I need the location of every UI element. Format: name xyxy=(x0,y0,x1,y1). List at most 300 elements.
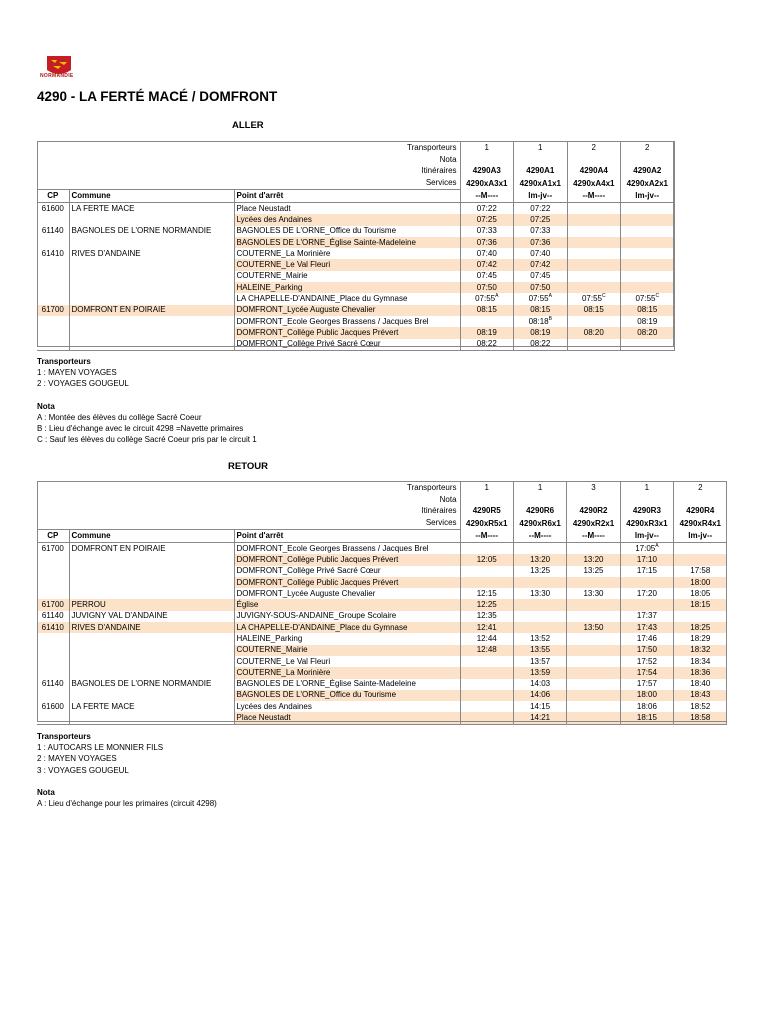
retour-header-transporteurs-col-4: 1 xyxy=(620,482,673,494)
time-value: 17:54 xyxy=(636,667,657,677)
stop-name-cell: DOMFRONT_Lycée Auguste Chevalier xyxy=(234,305,460,316)
aller-transporteur-1: 1 : MAYEN VOYAGES xyxy=(37,368,117,378)
time-cell xyxy=(620,667,673,678)
time-cell xyxy=(514,214,568,225)
cp-cell: 61600 xyxy=(37,701,69,712)
time-cell xyxy=(674,701,727,712)
cp-cell xyxy=(37,259,69,270)
time-cell xyxy=(460,226,514,237)
aller-header-transporteurs-col-4: 2 xyxy=(621,142,675,154)
time-cell xyxy=(460,712,513,724)
commune-cell: LA FERTE MACE xyxy=(69,701,234,712)
time-value: 17:20 xyxy=(636,588,657,598)
retour-header-row-transporteurs xyxy=(37,482,727,494)
time-cell xyxy=(513,712,566,724)
commune-cell: RIVES D'ANDAINE xyxy=(69,622,234,633)
time-cell xyxy=(513,633,566,644)
time-cell xyxy=(620,622,673,633)
time-cell xyxy=(513,690,566,701)
time-cell xyxy=(460,293,514,304)
retour-stop-row xyxy=(37,712,727,724)
aller-header-row-services xyxy=(37,177,674,189)
time-cell xyxy=(567,599,620,610)
nota-marker: A xyxy=(655,542,659,549)
retour-header-itineraires-col-5: 4290R4 xyxy=(674,506,727,518)
time-cell xyxy=(567,712,620,724)
aller-header-row-transporteurs xyxy=(37,142,674,154)
commune-cell xyxy=(69,259,234,270)
time-value: 08:15 xyxy=(583,305,604,315)
cp-cell xyxy=(37,271,69,282)
time-cell xyxy=(513,577,566,588)
time-cell xyxy=(513,679,566,690)
retour-header-jours-col-1: --M---- xyxy=(460,530,513,543)
time-cell xyxy=(460,611,513,622)
retour-header-row-nota xyxy=(37,494,727,506)
cp-cell: 61410 xyxy=(37,248,69,259)
aller-header-row-nota xyxy=(37,154,674,166)
stop-name-cell: DOMFRONT_Collège Public Jacques Prévert xyxy=(234,577,460,588)
time-cell xyxy=(567,566,620,577)
time-cell xyxy=(567,622,620,633)
time-cell xyxy=(674,656,727,667)
time-value: 07:36 xyxy=(476,237,497,247)
retour-stop-row xyxy=(37,656,727,667)
time-value: 18:40 xyxy=(690,679,711,689)
time-cell xyxy=(460,667,513,678)
time-value: 08:19 xyxy=(637,316,658,326)
time-value: 07:40 xyxy=(530,248,551,258)
retour-header-itineraires-col-1: 4290R5 xyxy=(460,506,513,518)
time-value: 12:41 xyxy=(476,622,497,632)
aller-stop-row xyxy=(37,237,674,248)
time-value: 07:22 xyxy=(530,203,551,213)
retour-column-labels-row xyxy=(37,530,727,543)
time-value: 18:32 xyxy=(690,645,711,655)
time-value: 18:29 xyxy=(690,634,711,643)
time-value: 07:55 xyxy=(475,294,496,303)
retour-header-transporteurs-col-5: 2 xyxy=(674,482,727,494)
retour-header-label-services: Services xyxy=(37,517,460,529)
time-value: 13:30 xyxy=(583,588,604,598)
time-value: 08:15 xyxy=(476,305,497,315)
time-value: 17:05 xyxy=(635,543,656,553)
nota-marker: C xyxy=(655,293,660,299)
nota-marker: B xyxy=(548,315,552,322)
time-value: 08:15 xyxy=(637,305,658,315)
time-cell xyxy=(460,656,513,667)
time-cell xyxy=(460,554,513,565)
retour-stop-row xyxy=(37,577,727,588)
time-cell xyxy=(674,633,727,644)
time-value: 07:45 xyxy=(530,271,551,281)
time-cell xyxy=(514,237,568,248)
commune-cell: BAGNOLES DE L'ORNE NORMANDIE xyxy=(69,679,234,690)
time-value: 18:43 xyxy=(690,690,711,700)
time-cell xyxy=(567,679,620,690)
time-value: 12:25 xyxy=(476,600,497,610)
aller-stop-row xyxy=(37,271,674,282)
retour-col-label-cp: CP xyxy=(37,530,69,543)
time-cell xyxy=(567,577,620,588)
time-cell xyxy=(674,690,727,701)
time-cell xyxy=(513,599,566,610)
cp-cell xyxy=(37,554,69,565)
time-cell xyxy=(567,645,620,656)
time-value: 18:58 xyxy=(690,713,711,723)
stop-name-cell: DOMFRONT_Lycée Auguste Chevalier xyxy=(234,588,460,599)
aller-header-jours-col-1: --M---- xyxy=(460,190,514,203)
commune-cell: BAGNOLES DE L'ORNE NORMANDIE xyxy=(69,226,234,237)
time-cell xyxy=(674,622,727,633)
time-cell xyxy=(460,305,514,316)
time-value: 18:05 xyxy=(690,588,711,598)
time-value: 18:34 xyxy=(690,656,711,666)
retour-transporteurs-title: Transporteurs xyxy=(37,732,91,741)
time-cell xyxy=(514,248,568,259)
time-cell xyxy=(460,701,513,712)
aller-header-label-services: Services xyxy=(37,177,460,189)
retour-stop-row xyxy=(37,645,727,656)
retour-transporteur-1: 1 : AUTOCARS LE MONNIER FILS xyxy=(37,743,164,753)
aller-nota-a: A : Montée des élèves du collège Sacré Coeur xyxy=(37,412,202,422)
aller-header-itineraires-col-3: 4290A4 xyxy=(567,166,621,178)
aller-stop-row xyxy=(37,339,674,351)
aller-transporteurs-title: Transporteurs xyxy=(37,357,91,366)
cp-cell xyxy=(37,316,69,327)
time-cell xyxy=(460,577,513,588)
retour-header-itineraires-col-3: 4290R2 xyxy=(567,506,620,518)
time-cell xyxy=(567,588,620,599)
commune-cell: LA FERTE MACE xyxy=(69,202,234,214)
cp-cell xyxy=(37,237,69,248)
retour-nota-a: A : Lieu d'échange pour les primaires (circuit 4298) xyxy=(37,799,217,809)
stop-name-cell: BAGNOLES DE L'ORNE_Office du Tourisme xyxy=(234,690,460,701)
time-cell xyxy=(674,588,727,599)
retour-header-jours-col-5: lm-jv-- xyxy=(674,530,727,543)
cp-cell: 61700 xyxy=(37,542,69,554)
stop-name-cell: DOMFRONT_Collège Privé Sacré Cœur xyxy=(234,566,460,577)
time-value: 08:22 xyxy=(476,339,497,349)
time-value: 07:50 xyxy=(530,282,551,292)
commune-cell xyxy=(69,214,234,225)
time-value: 13:25 xyxy=(583,566,604,576)
cp-cell: 61410 xyxy=(37,622,69,633)
commune-cell xyxy=(69,577,234,588)
commune-cell xyxy=(69,293,234,304)
time-cell xyxy=(567,237,621,248)
aller-header-transporteurs-col-1: 1 xyxy=(460,142,514,154)
cp-cell xyxy=(37,339,69,351)
cp-cell xyxy=(37,633,69,644)
commune-cell xyxy=(69,339,234,351)
retour-stop-row xyxy=(37,566,727,577)
time-cell xyxy=(567,554,620,565)
time-value: 08:18 xyxy=(528,316,549,326)
time-cell xyxy=(567,271,621,282)
time-cell xyxy=(621,327,675,338)
time-cell xyxy=(621,305,675,316)
retour-stop-row xyxy=(37,611,727,622)
time-value: 12:35 xyxy=(476,611,497,621)
time-cell xyxy=(460,339,514,351)
retour-header-label-nota: Nota xyxy=(37,494,460,506)
time-value: 12:05 xyxy=(476,554,497,564)
time-value: 13:57 xyxy=(530,656,551,666)
stop-name-cell: DOMFRONT_Collège Privé Sacré Cœur xyxy=(234,339,460,351)
aller-header-label-transporteurs: Transporteurs xyxy=(37,142,460,154)
retour-stop-row xyxy=(37,690,727,701)
retour-header-row-services xyxy=(37,517,727,529)
time-cell xyxy=(513,645,566,656)
time-cell xyxy=(514,282,568,293)
time-cell xyxy=(514,339,568,351)
stop-name-cell: JUVIGNY-SOUS-ANDAINE_Groupe Scolaire xyxy=(234,611,460,622)
time-value: 18:00 xyxy=(690,577,711,587)
commune-cell: RIVES D'ANDAINE xyxy=(69,248,234,259)
stop-name-cell: COUTERNE_Mairie xyxy=(234,271,460,282)
time-cell xyxy=(674,679,727,690)
aller-transporteur-2: 2 : VOYAGES GOUGEUL xyxy=(37,379,129,389)
commune-cell xyxy=(69,690,234,701)
commune-cell: PERROU xyxy=(69,599,234,610)
time-cell xyxy=(621,293,675,304)
time-cell xyxy=(621,237,675,248)
cp-cell xyxy=(37,667,69,678)
time-cell xyxy=(514,305,568,316)
time-cell xyxy=(513,611,566,622)
retour-stop-row xyxy=(37,554,727,565)
aller-stop-row xyxy=(37,202,674,214)
aller-header-nota-col-4 xyxy=(621,154,675,166)
aller-stop-row xyxy=(37,259,674,270)
time-cell xyxy=(567,542,620,554)
aller-stop-row xyxy=(37,316,674,327)
time-value: 17:46 xyxy=(636,634,657,643)
time-value: 17:58 xyxy=(690,566,711,576)
aller-nota-title: Nota xyxy=(37,401,55,411)
time-cell xyxy=(567,248,621,259)
commune-cell xyxy=(69,566,234,577)
cp-cell xyxy=(37,656,69,667)
time-cell xyxy=(567,202,621,214)
time-value: 18:00 xyxy=(636,690,657,700)
time-cell xyxy=(514,293,568,304)
commune-cell xyxy=(69,656,234,667)
retour-header-itineraires-col-4: 4290R3 xyxy=(620,506,673,518)
cp-cell: 61140 xyxy=(37,226,69,237)
time-value: 18:52 xyxy=(690,701,711,711)
commune-cell: JUVIGNY VAL D'ANDAINE xyxy=(69,611,234,622)
time-cell xyxy=(620,611,673,622)
time-value: 07:42 xyxy=(476,260,497,270)
time-cell xyxy=(621,271,675,282)
retour-transporteur-2: 2 : MAYEN VOYAGES xyxy=(37,754,117,764)
aller-nota-b: B : Lieu d'échange avec le circuit 4298 =Navette primaires xyxy=(37,424,244,434)
time-value: 08:19 xyxy=(476,327,497,337)
retour-stop-row xyxy=(37,588,727,599)
time-cell xyxy=(567,656,620,667)
time-value: 18:15 xyxy=(636,713,657,723)
cp-cell xyxy=(37,327,69,338)
time-value: 07:22 xyxy=(476,203,497,213)
aller-stop-row xyxy=(37,226,674,237)
aller-header-jours-col-3: --M---- xyxy=(567,190,621,203)
aller-header-nota-col-2 xyxy=(514,154,568,166)
retour-header-nota-col-1 xyxy=(460,494,513,506)
time-value: 07:36 xyxy=(530,237,551,247)
time-cell xyxy=(621,259,675,270)
time-cell xyxy=(674,645,727,656)
time-value: 14:15 xyxy=(530,701,551,711)
retour-header-nota-col-5 xyxy=(674,494,727,506)
retour-header-jours-col-3: --M---- xyxy=(567,530,620,543)
retour-header-services-col-4: 4290xR3x1 xyxy=(620,517,673,529)
time-cell xyxy=(460,282,514,293)
time-cell xyxy=(620,566,673,577)
time-cell xyxy=(514,226,568,237)
retour-header-transporteurs-col-3: 3 xyxy=(567,482,620,494)
stop-name-cell: HALEINE_Parking xyxy=(234,633,460,644)
time-cell xyxy=(514,202,568,214)
time-cell xyxy=(621,214,675,225)
aller-header-nota-col-1 xyxy=(460,154,514,166)
aller-stop-row xyxy=(37,293,674,304)
time-value: 18:25 xyxy=(690,622,711,632)
time-cell xyxy=(460,542,513,554)
retour-col-label-point: Point d'arrêt xyxy=(234,530,460,543)
aller-heading: ALLER xyxy=(232,120,264,131)
commune-cell xyxy=(69,271,234,282)
cp-cell xyxy=(37,577,69,588)
time-cell xyxy=(567,339,621,351)
nota-marker: A xyxy=(548,293,552,299)
retour-stop-row xyxy=(37,622,727,633)
aller-col-label-cp: CP xyxy=(37,190,69,203)
cp-cell xyxy=(37,566,69,577)
stop-name-cell: Place Neustadt xyxy=(234,712,460,724)
time-value: 07:40 xyxy=(476,248,497,258)
time-cell xyxy=(460,690,513,701)
commune-cell xyxy=(69,588,234,599)
time-cell xyxy=(460,271,514,282)
retour-stop-row xyxy=(37,633,727,644)
aller-stop-row xyxy=(37,248,674,259)
time-cell xyxy=(460,588,513,599)
nota-marker: C xyxy=(601,293,606,299)
time-cell xyxy=(460,622,513,633)
retour-header-nota-col-3 xyxy=(567,494,620,506)
time-value: 17:15 xyxy=(636,566,657,576)
time-value: 08:15 xyxy=(530,305,551,315)
time-cell xyxy=(460,202,514,214)
time-cell xyxy=(513,701,566,712)
retour-stop-row xyxy=(37,679,727,690)
time-cell xyxy=(674,554,727,565)
time-cell xyxy=(460,599,513,610)
commune-cell: DOMFRONT EN POIRAIE xyxy=(69,305,234,316)
retour-header-label-transporteurs: Transporteurs xyxy=(37,482,460,494)
aller-nota-c: C : Sauf les élèves du collège Sacré Coeur pris par le circuit 1 xyxy=(37,435,257,445)
time-value: 13:20 xyxy=(530,554,551,564)
aller-header-label-nota: Nota xyxy=(37,154,460,166)
time-cell xyxy=(674,542,727,554)
cp-cell xyxy=(37,293,69,304)
retour-header-services-col-2: 4290xR6x1 xyxy=(513,517,566,529)
commune-cell xyxy=(69,327,234,338)
time-cell xyxy=(514,259,568,270)
time-cell xyxy=(567,305,621,316)
stop-name-cell: COUTERNE_La Morinière xyxy=(234,248,460,259)
time-value: 12:15 xyxy=(476,588,497,598)
cp-cell: 61600 xyxy=(37,202,69,214)
aller-header-services-col-3: 4290xA4x1 xyxy=(567,177,621,189)
cp-cell xyxy=(37,645,69,656)
stop-name-cell: COUTERNE_Le Val Fleuri xyxy=(234,656,460,667)
aller-header-transporteurs-col-2: 1 xyxy=(514,142,568,154)
aller-header-itineraires-col-2: 4290A1 xyxy=(514,166,568,178)
time-cell xyxy=(620,679,673,690)
time-value: 14:06 xyxy=(530,690,551,700)
time-cell xyxy=(620,577,673,588)
aller-col-label-point: Point d'arrêt xyxy=(234,190,460,203)
cp-cell xyxy=(37,712,69,724)
time-cell xyxy=(460,645,513,656)
time-value: 18:15 xyxy=(690,600,711,610)
retour-stop-row xyxy=(37,599,727,610)
time-cell xyxy=(620,690,673,701)
retour-header-nota-col-2 xyxy=(513,494,566,506)
time-cell xyxy=(460,316,514,327)
aller-header-services-col-2: 4290xA1x1 xyxy=(514,177,568,189)
time-cell xyxy=(567,667,620,678)
retour-nota-title: Nota xyxy=(37,787,55,797)
time-cell xyxy=(460,248,514,259)
time-cell xyxy=(460,259,514,270)
aller-stop-row xyxy=(37,327,674,338)
time-cell xyxy=(620,656,673,667)
time-cell xyxy=(620,645,673,656)
time-cell xyxy=(513,588,566,599)
commune-cell xyxy=(69,633,234,644)
time-value: 07:25 xyxy=(476,214,497,224)
stop-name-cell: Place Neustadt xyxy=(234,202,460,214)
time-cell xyxy=(567,690,620,701)
aller-col-label-commune: Commune xyxy=(69,190,234,203)
time-value: 08:20 xyxy=(583,327,604,337)
stop-name-cell: COUTERNE_Le Val Fleuri xyxy=(234,259,460,270)
aller-header-jours-col-4: lm-jv-- xyxy=(621,190,675,203)
time-value: 07:50 xyxy=(476,282,497,292)
retour-header-itineraires-col-2: 4290R6 xyxy=(513,506,566,518)
stop-name-cell: DOMFRONT_Ecole Georges Brassens / Jacques Brel xyxy=(234,316,460,327)
time-cell xyxy=(567,259,621,270)
time-value: 07:42 xyxy=(530,260,551,270)
cp-cell: 61140 xyxy=(37,611,69,622)
stop-name-cell: COUTERNE_Mairie xyxy=(234,645,460,656)
time-cell xyxy=(514,327,568,338)
time-cell xyxy=(620,633,673,644)
logo-text: NORMANDIE xyxy=(40,73,74,79)
time-value: 08:22 xyxy=(530,339,551,349)
time-cell xyxy=(514,271,568,282)
time-cell xyxy=(513,667,566,678)
retour-stop-row xyxy=(37,667,727,678)
time-cell xyxy=(567,701,620,712)
commune-cell xyxy=(69,667,234,678)
aller-stop-row xyxy=(37,282,674,293)
retour-header-services-col-5: 4290xR4x1 xyxy=(674,517,727,529)
